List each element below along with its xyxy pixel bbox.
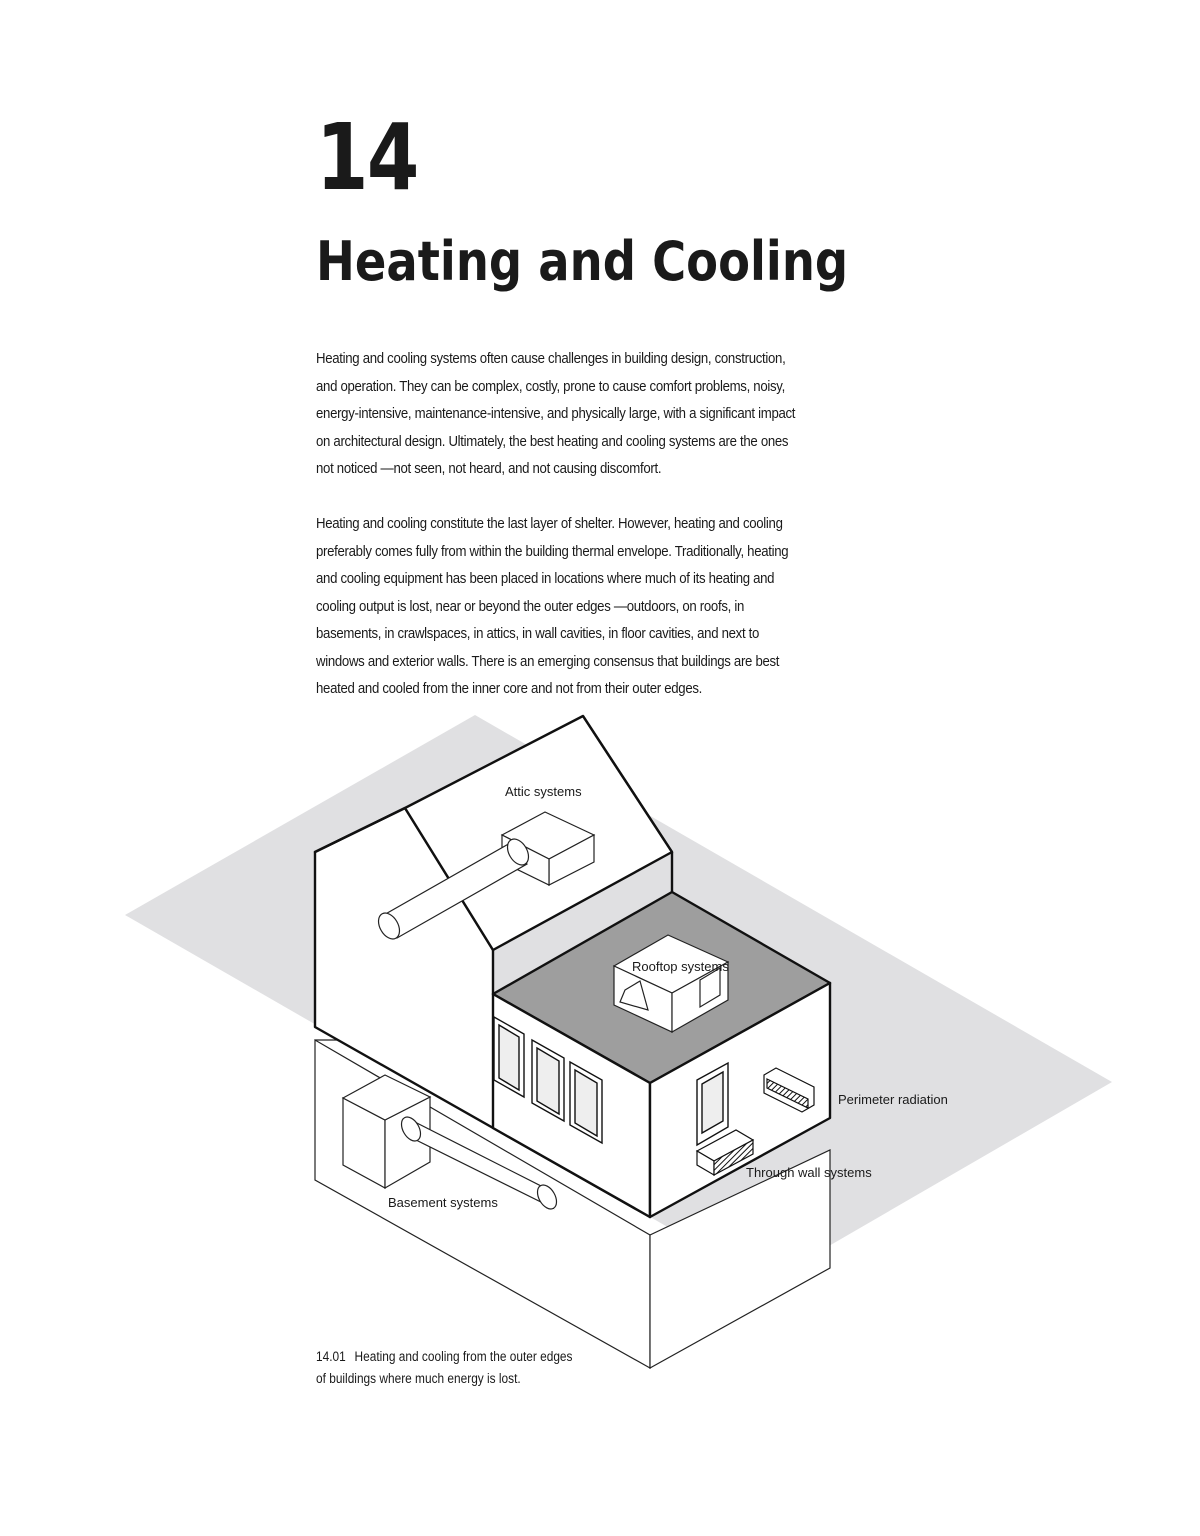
figure-number: 14.01 xyxy=(316,1349,346,1364)
label-rooftop-systems: Rooftop systems xyxy=(632,959,729,974)
label-perimeter-radiation: Perimeter radiation xyxy=(838,1092,948,1107)
figure-caption-text: Heating and cooling from the outer edges of buildings where much energy is lost. xyxy=(316,1349,573,1386)
chapter-number: 14 xyxy=(316,104,418,211)
intro-paragraph-1: Heating and cooling systems often cause challenges in building design, construction, and operation. They can be complex, costly, prone to cause comfort problems, noisy, energy-intensive, maintenance-intensive, and physically large, with a significant impact on architectural design. Ultimately, the best heating and cooling systems are the ones not noticed —not seen, not heard, and not causing discomfort. xyxy=(316,350,796,477)
intro-paragraph-2: Heating and cooling constitute the last layer of shelter. However, heating and cooling preferably comes fully from within the building thermal envelope. Traditionally, heating and cooling equipment has been placed in locations where much of its heating and cooling output is lost, near or beyond the outer edges —outdoors, on roofs, in basements, in crawlspaces, in attics, in wall cavities, in floor cavities, and next to windows and exterior walls. There is an emerging consensus that buildings are best heated and cooled from the inner core and not from their outer edges. xyxy=(316,515,789,697)
label-basement-systems: Basement systems xyxy=(388,1195,498,1210)
label-through-wall-systems: Through wall systems xyxy=(746,1165,872,1180)
figure-caption xyxy=(316,1346,580,1390)
label-attic-systems: Attic systems xyxy=(505,784,582,799)
chapter-title: Heating and Cooling xyxy=(316,230,849,293)
